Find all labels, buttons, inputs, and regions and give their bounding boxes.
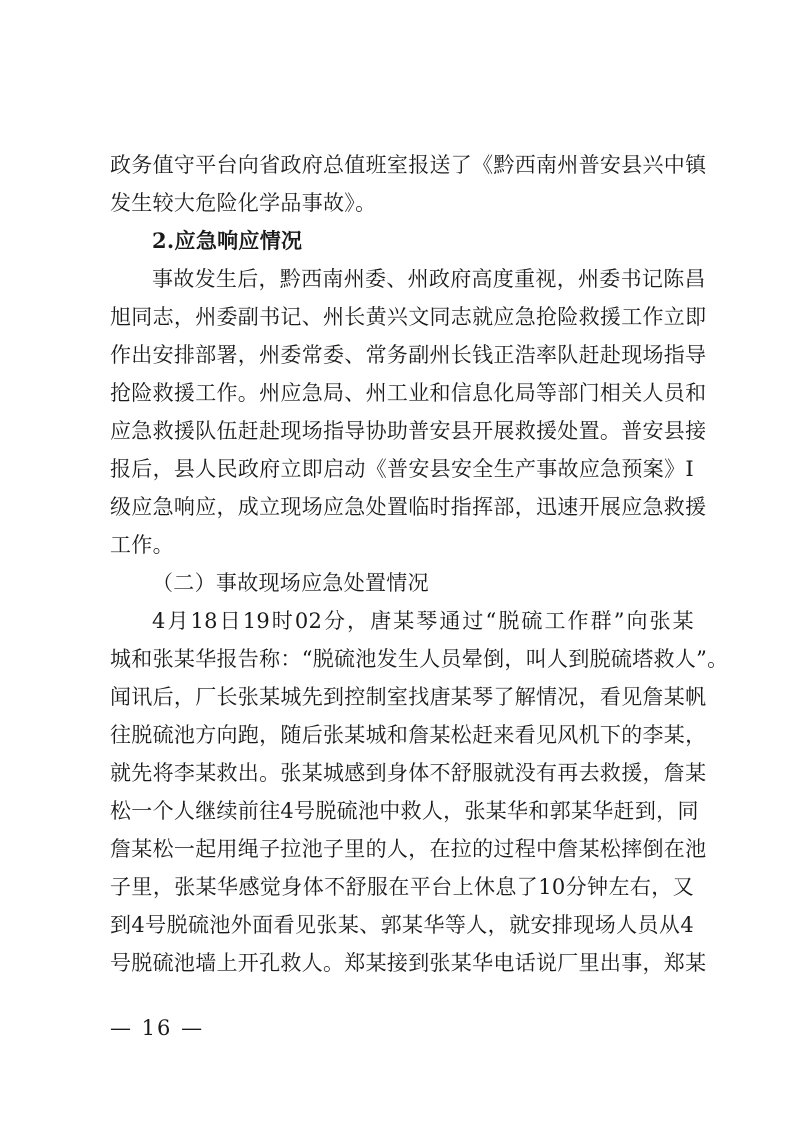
text-line: 旭同志，州委副书记、州长黄兴文同志就应急抢险救援工作立即 — [110, 305, 707, 329]
page-number: — 16 — — [110, 1016, 205, 1040]
text-line: 松一个人继续前往4号脱硫池中救人，张某华和郭某华赶到，同 — [110, 799, 699, 823]
text-line: 作出安排部署，州委常委、常务副州长钱正浩率队赶赴现场指导 — [110, 343, 707, 367]
text-line: 子里，张某华感觉身体不舒服在平台上休息了10分钟左右，又 — [110, 875, 694, 899]
text-line: 抢险救援工作。州应急局、州工业和信息化局等部门相关人员和 — [110, 381, 707, 405]
text-line: 应急救援队伍赶赴现场指导协助普安县开展救援处置。普安县接 — [110, 419, 707, 443]
document-body — [110, 146, 729, 982]
text-line: （二）事故现场应急处置情况 — [152, 571, 429, 595]
text-line: 往脱硫池方向跑，随后张某城和詹某松赶来看见风机下的李某， — [110, 723, 707, 747]
text-line: 到4号脱硫池外面看见张某、郭某华等人，就安排现场人员从4 — [110, 913, 694, 937]
text-line: 詹某松一起用绳子拉池子里的人，在拉的过程中詹某松摔倒在池 — [110, 837, 707, 861]
text-line: 4月18日19时02分，唐某琴通过“脱硫工作群”向张某 — [152, 609, 694, 633]
text-line: 级应急响应，成立现场应急处置临时指挥部，迅速开展应急救援 — [110, 495, 707, 519]
text-line: 闻讯后，厂长张某城先到控制室找唐某琴了解情况，看见詹某帆 — [110, 685, 707, 709]
text-line: 报后，县人民政府立即启动《普安县安全生产事故应急预案》I — [110, 457, 694, 481]
text-line: 城和张某华报告称：“脱硫池发生人员晕倒，叫人到脱硫塔救人”。 — [110, 647, 729, 671]
text-line: 政务值守平台向省政府总值班室报送了《黔西南州普安县兴中镇 — [110, 153, 707, 177]
text-line: 工作。 — [110, 533, 174, 557]
text-line: 2.应急响应情况 — [152, 228, 303, 253]
text-line: 就先将李某救出。张某城感到身体不舒服就没有再去救援，詹某 — [110, 761, 707, 785]
text-line: 发生较大危险化学品事故》。 — [110, 191, 377, 215]
text-line: 号脱硫池墙上开孔救人。郑某接到张某华电话说厂里出事，郑某 — [110, 951, 707, 975]
text-line: 事故发生后，黔西南州委、州政府高度重视，州委书记陈昌 — [152, 267, 706, 291]
